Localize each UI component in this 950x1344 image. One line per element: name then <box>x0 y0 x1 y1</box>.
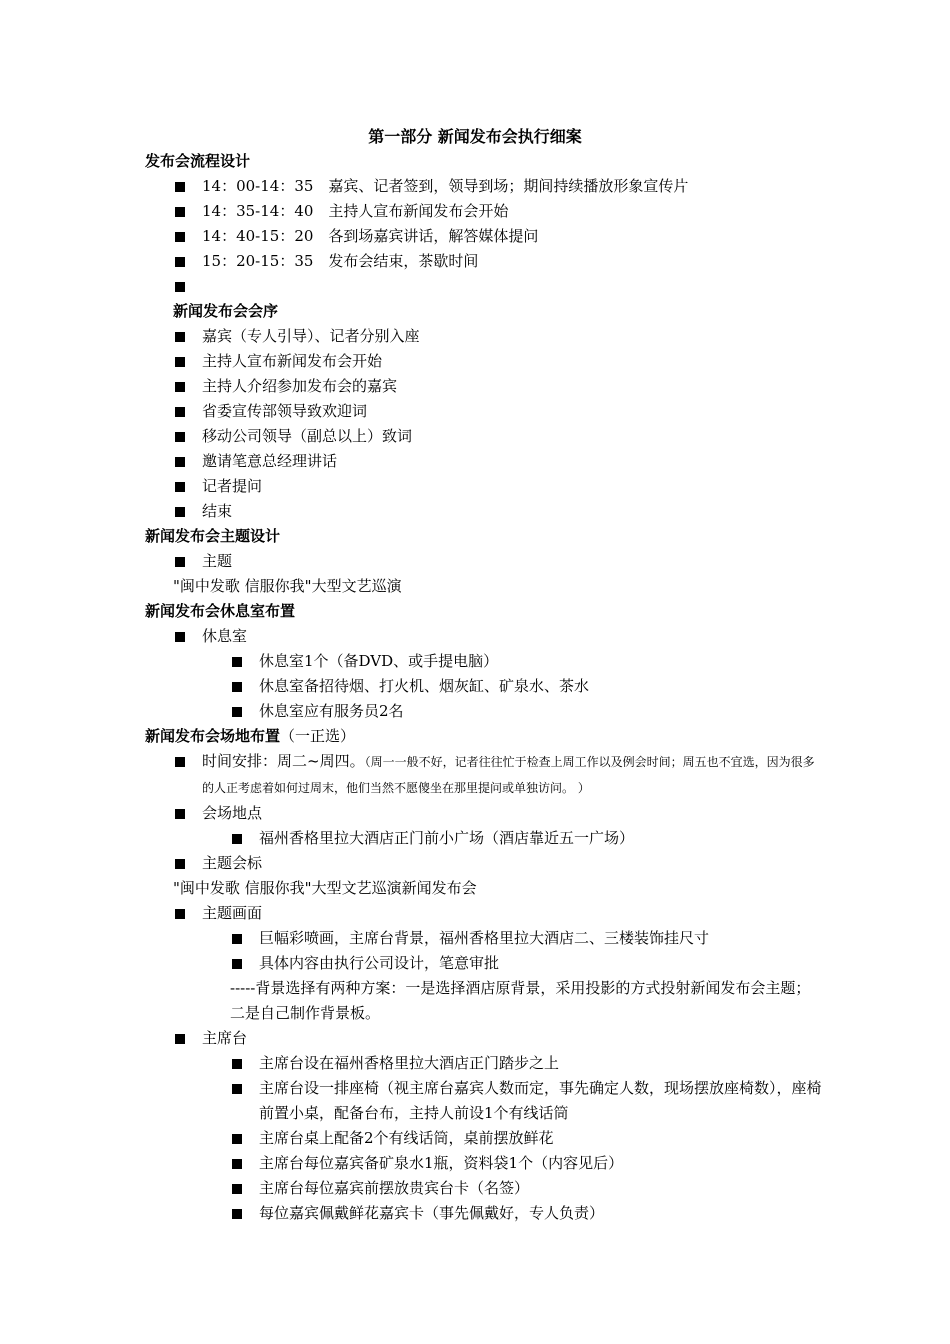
sub-list-item: 休息室应有服务员2名 <box>145 699 825 724</box>
list-item: 15：20-15：35 发布会结束，茶歇时间 <box>145 249 825 274</box>
bullet-square-icon <box>232 834 242 844</box>
bullet-square-icon <box>175 457 185 467</box>
bullet-square-icon <box>175 332 185 342</box>
bullet-square-icon <box>175 1034 185 1044</box>
bullet-square-icon <box>175 859 185 869</box>
bullet-square-icon <box>175 182 185 192</box>
sub-list-item: 巨幅彩喷画，主席台背景，福州香格里拉大酒店二、三楼装饰挂尺寸 <box>145 926 825 951</box>
list-item: 主题画面 <box>145 901 825 926</box>
bullet-square-icon <box>175 407 185 417</box>
bullet-square-icon <box>232 1134 242 1144</box>
list-item: 14：40-15：20 各到场嘉宾讲话，解答媒体提问 <box>145 224 825 249</box>
bullet-square-icon <box>232 959 242 969</box>
list-item: 邀请笔意总经理讲话 <box>145 449 825 474</box>
sub-list-item: 休息室1个（备DVD、或手提电脑） <box>145 649 825 674</box>
bullet-square-icon <box>175 357 185 367</box>
sub-list-item: 主席台设一排座椅（视主席台嘉宾人数而定，事先确定人数，现场摆放座椅数），座椅前置小桌，配备台布，主持人前设1个有线话筒 <box>145 1076 825 1126</box>
sub-list-item: 休息室备招待烟、打火机、烟灰缸、矿泉水、茶水 <box>145 674 825 699</box>
list-item: 主题会标 <box>145 851 825 876</box>
sub-list-item: 福州香格里拉大酒店正门前小广场（酒店靠近五一广场） <box>145 826 825 851</box>
list-item: 会场地点 <box>145 801 825 826</box>
bullet-square-icon <box>175 482 185 492</box>
bullet-square-icon <box>175 232 185 242</box>
list-item-empty <box>145 274 825 299</box>
sub-list-item: 主席台桌上配备2个有线话筒，桌前摆放鲜花 <box>145 1126 825 1151</box>
list-item: 嘉宾（专人引导）、记者分别入座 <box>145 324 825 349</box>
sub-list-item: 主席台每位嘉宾前摆放贵宾台卡（名签） <box>145 1176 825 1201</box>
sub-list-item: 具体内容由执行公司设计，笔意审批 <box>145 951 825 976</box>
bullet-square-icon <box>232 707 242 717</box>
section-heading-flow: 发布会流程设计 <box>145 152 251 170</box>
bullet-square-icon <box>175 909 185 919</box>
bullet-square-icon <box>175 809 185 819</box>
list-item-time: 时间安排：周二~周四。（周一一般不好，记者往往忙于检查上周工作以及例会时间；周五也不宜选，因为很多的人正考虑着如何过周末，他们当然不愿傻坐在那里提问或单独访问。 ） <box>145 749 825 801</box>
list-item: 14：00-14：35 嘉宾、记者签到，领导到场；期间持续播放形象宣传片 <box>145 174 825 199</box>
sub-list-item: 每位嘉宾佩戴鲜花嘉宾卡（事先佩戴好，专人负责） <box>145 1201 825 1226</box>
section-heading-order: 新闻发布会会序 <box>173 302 279 320</box>
bullet-square-icon <box>232 657 242 667</box>
bullet-square-icon <box>232 934 242 944</box>
bullet-square-icon <box>175 632 185 642</box>
bullet-square-icon <box>175 557 185 567</box>
bullet-square-icon <box>175 257 185 267</box>
list-item: 记者提问 <box>145 474 825 499</box>
theme-text: "闽中发歌 信服你我"大型文艺巡演 <box>173 577 402 595</box>
sub-list-item: 主席台每位嘉宾备矿泉水1瓶，资料袋1个（内容见后） <box>145 1151 825 1176</box>
list-item: 14：35-14：40 主持人宣布新闻发布会开始 <box>145 199 825 224</box>
bullet-square-icon <box>175 432 185 442</box>
list-item: 省委宣传部领导致欢迎词 <box>145 399 825 424</box>
section-heading-lounge: 新闻发布会休息室布置 <box>145 602 296 620</box>
list-item: 主持人宣布新闻发布会开始 <box>145 349 825 374</box>
bullet-square-icon <box>175 507 185 517</box>
bullet-square-icon <box>175 282 185 292</box>
bullet-square-icon <box>232 1209 242 1219</box>
bullet-square-icon <box>232 1159 242 1169</box>
visual-note: -----背景选择有两种方案：一是选择酒店原背景，采用投影的方式投射新闻发布会主题；二是自己制作背景板。 <box>230 979 811 1022</box>
document-body <box>145 149 825 1226</box>
list-item: 主席台 <box>145 1026 825 1051</box>
bullet-square-icon <box>232 682 242 692</box>
list-item: 移动公司领导（副总以上）致词 <box>145 424 825 449</box>
logo-text: "闽中发歌 信服你我"大型文艺巡演新闻发布会 <box>173 879 477 897</box>
bullet-square-icon <box>175 207 185 217</box>
section-heading-venue: 新闻发布会场地布置（一正选） <box>145 727 356 745</box>
bullet-square-icon <box>232 1184 242 1194</box>
list-item: 休息室 <box>145 624 825 649</box>
list-item: 主题 <box>145 549 825 574</box>
sub-list-item: 主席台设在福州香格里拉大酒店正门踏步之上 <box>145 1051 825 1076</box>
bullet-square-icon <box>232 1084 242 1094</box>
list-item: 结束 <box>145 499 825 524</box>
bullet-square-icon <box>232 1059 242 1069</box>
document-title: 第一部分 新闻发布会执行细案 <box>368 127 582 146</box>
list-item: 主持人介绍参加发布会的嘉宾 <box>145 374 825 399</box>
bullet-square-icon <box>175 757 185 767</box>
bullet-square-icon <box>175 382 185 392</box>
section-heading-theme: 新闻发布会主题设计 <box>145 527 281 545</box>
